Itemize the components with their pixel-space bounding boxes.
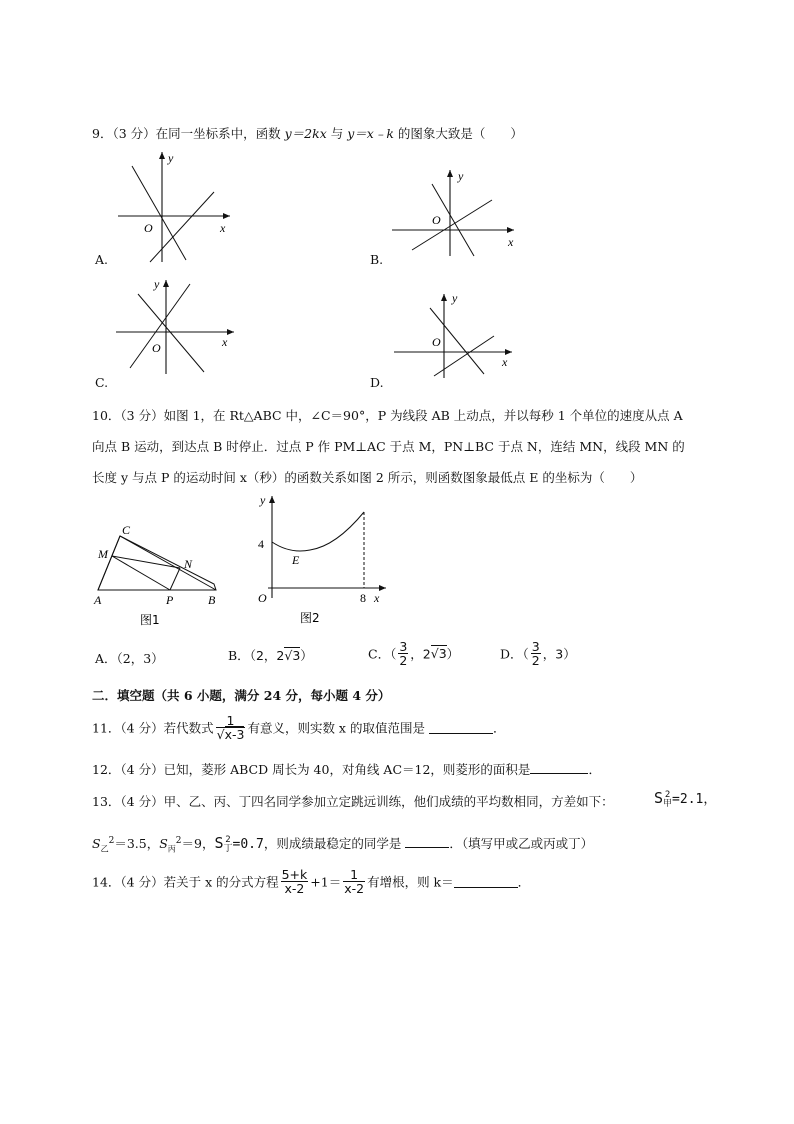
fig1-label-b: B	[208, 593, 216, 607]
fig2-label-o: O	[258, 591, 267, 605]
fig1-label-m: M	[98, 547, 108, 561]
q13-stem-line2: $S_乙^2=3.5$，$S_丙^2=9$，S 2 丁 =0.7，则成绩最稳定的同学是 ．（填写甲或乙或丙或丁）	[92, 834, 594, 854]
fig2-label-8: 8	[360, 591, 366, 605]
fig2-caption: 图2	[300, 611, 320, 625]
q9-option-d[interactable]: D.	[370, 375, 384, 390]
q14-stem: 14．（4 分）若关于 x 的分式方程 $\frac{5+k}{x-2}$ +1＝ $\frac{1}{x-2}$ 有增根，则 k＝ ．	[92, 867, 531, 896]
q9b-origin-label: O	[432, 213, 441, 227]
q13-answer-blank[interactable]	[405, 836, 449, 848]
fig2-label-y: y	[260, 493, 266, 507]
fig2-label-x: x	[374, 591, 380, 605]
q9-graph-a	[112, 144, 242, 264]
q9-stem: 9．（3 分）在同一坐标系中，函数 y＝2kx 与 y＝x﹣k 的图象大致是（ ）	[92, 126, 523, 141]
q10-option-a[interactable]: A．（2，3）	[95, 651, 164, 666]
q11-stem: 11．（4 分）若代数式 $\frac{1}{√x-3}$ 有意义，则实数 x 的取值范围是 ．	[92, 713, 506, 742]
q9-option-b[interactable]: B.	[370, 252, 384, 267]
q10-figure-1	[88, 520, 238, 630]
q13-stem-line1: 13．（4 分）甲、乙、丙、丁四名同学参加立定跳远训练，他们成绩的平均数相同，方差如下：	[92, 794, 614, 809]
q9-option-a[interactable]: A.	[95, 252, 109, 267]
q14-answer-blank[interactable]	[454, 876, 518, 888]
fig1-label-n: N	[184, 557, 193, 571]
q9c-x-label: x	[222, 335, 228, 349]
q9c-origin-label: O	[152, 341, 161, 355]
q10-option-c[interactable]: C．（ $\frac{3}{2}$ ，2√3）	[368, 639, 460, 668]
fig1-label-c: C	[122, 523, 131, 537]
q10-stem-line3: 长度 y 与点 P 的运动时间 x（秒）的函数关系如图 2 所示，则函数图象最低点 E 的坐标为（ ）	[92, 470, 643, 485]
fig2-label-4: 4	[258, 537, 264, 551]
q13-variance-jia: S 2 甲 =2.1，	[654, 789, 717, 809]
q9d-origin-label: O	[432, 335, 441, 349]
fig1-label-p: P	[166, 593, 174, 607]
q12-answer-blank[interactable]	[530, 762, 588, 774]
q11-answer-blank[interactable]	[429, 722, 493, 734]
q10-stem-line1: 10．（3 分）如图 1，在 Rt△ABC 中，∠C＝90°，P 为线段 AB 上动点，并以每秒 1 个单位的速度从点 A	[92, 408, 683, 423]
fig1-label-a: A	[94, 593, 102, 607]
q9-graph-d	[390, 290, 520, 380]
q9a-y-label: y	[168, 151, 174, 165]
q9-graph-b	[388, 166, 522, 258]
q9a-x-label: x	[220, 221, 226, 235]
fig1-caption: 图1	[140, 613, 160, 627]
q10-figure-2	[250, 492, 390, 628]
q9d-x-label: x	[502, 355, 508, 369]
q12-stem: 12．（4 分）已知，菱形 ABCD 周长为 40，对角线 AC＝12，则菱形的面积是 ．	[92, 762, 601, 777]
q9-option-c[interactable]: C.	[95, 375, 109, 390]
q9c-y-label: y	[154, 277, 160, 291]
q9d-y-label: y	[452, 291, 458, 305]
q9-graph-c	[112, 276, 242, 376]
q9b-x-label: x	[508, 235, 514, 249]
q10-option-b[interactable]: B．（2，2√3）	[228, 648, 313, 663]
q10-stem-line2: 向点 B 运动，到达点 B 时停止．过点 P 作 PM⊥AC 于点 M，PN⊥BC 于点 N，连结 MN，线段 MN 的	[92, 439, 685, 454]
fig2-label-e: E	[292, 553, 300, 567]
q9a-origin-label: O	[144, 221, 153, 235]
q10-option-d[interactable]: D．（ $\frac{3}{2}$ ，3）	[500, 639, 576, 668]
q9b-y-label: y	[458, 169, 464, 183]
section-2-heading: 二．填空题（共 6 小题，满分 24 分，每小题 4 分）	[92, 688, 391, 703]
